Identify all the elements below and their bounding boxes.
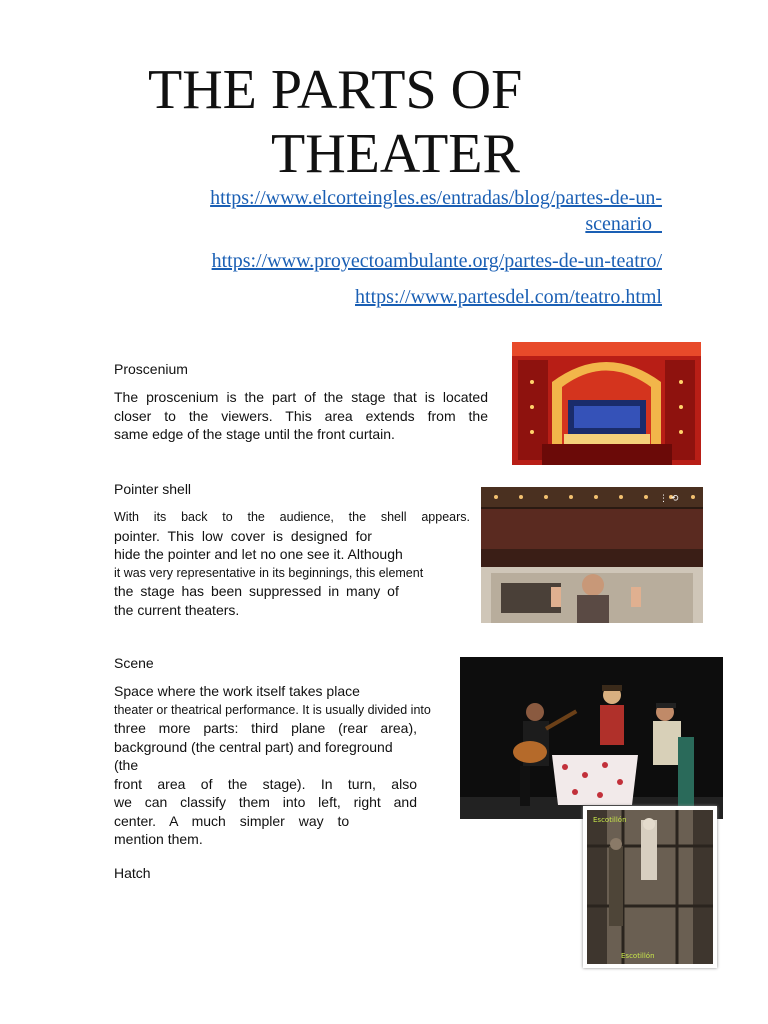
link-partesdel[interactable]: https://www.partesdel.com/teatro.html	[355, 286, 662, 308]
link-proyectoambulante[interactable]: https://www.proyectoambulante.org/partes-de-un-teatro/	[211, 250, 662, 272]
page-title	[148, 58, 668, 186]
pointer-shell-photo	[481, 487, 703, 623]
hatch-photo	[583, 806, 717, 968]
proscenium-paragraph: The proscenium is the part of the stage that is located closer to the viewers. This area extends from the same edge of the stage until the front curtain.	[114, 389, 488, 442]
title-line-2: THEATER	[271, 123, 520, 185]
heading-pointer-shell: Pointer shell	[114, 481, 192, 497]
scene-paragraph: Space where the work itself takes place theater or theatrical performance. It is usually divided into three more parts: third plane (rear area), background (the central part) and foreground (the front area of the stage). In turn, also we can classify them into left, right and center. A much simpler way to mention them.	[114, 683, 431, 847]
proscenium-photo	[512, 342, 701, 465]
heading-hatch: Hatch	[114, 865, 151, 881]
svg-text:⋮ ⟲: ⋮ ⟲	[659, 494, 679, 504]
heading-proscenium: Proscenium	[114, 361, 188, 377]
pointer-shell-paragraph: With its back to the audience, the shell appears. pointer. This low cover is designed for hide the pointer and let no one see it. Although it was very representative in its beginnings, this element the stage has been suppressed in many of the current theaters.	[114, 510, 470, 618]
heading-scene: Scene	[114, 655, 154, 671]
reference-links	[150, 185, 662, 310]
title-line-1: THE PARTS OF	[148, 59, 523, 121]
link-elcorteingles[interactable]: https://www.elcorteingles.es/entradas/blog/partes-de-un- scenario	[210, 187, 662, 235]
hatch-label-bottom: Escotillón	[621, 952, 655, 960]
scene-photo	[460, 657, 723, 819]
hatch-label-top: Escotillón	[593, 816, 627, 824]
